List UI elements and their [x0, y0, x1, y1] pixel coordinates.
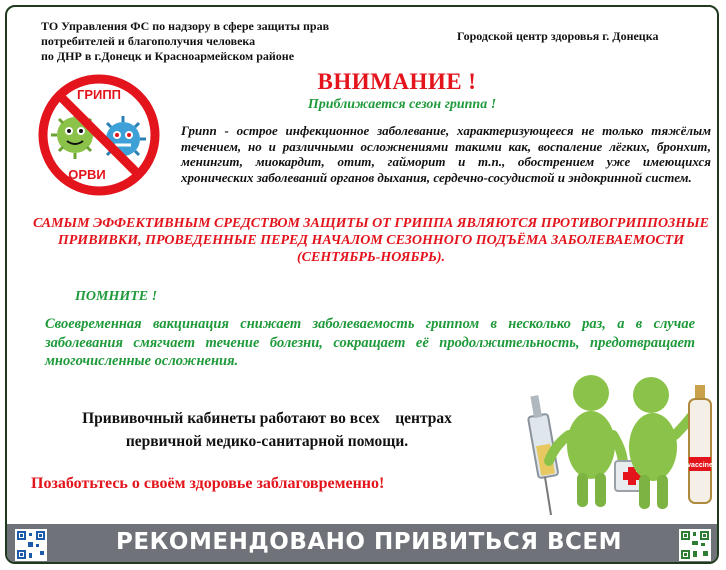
- qr-code-icon[interactable]: [15, 529, 47, 561]
- header-organization: [41, 19, 371, 64]
- no-flu-sign-icon: [35, 71, 163, 199]
- header-health-center: Городской центр здоровья г. Донецка: [457, 29, 659, 43]
- banner-text: РЕКОМЕНДОВАНО ПРИВИТЬСЯ ВСЕМ: [116, 529, 622, 555]
- cabinet-notice: [57, 407, 477, 453]
- header-line: ТО Управления ФС по надзору в сфере защиты прав: [41, 19, 330, 33]
- vaccine-illustration: [519, 365, 719, 525]
- page-title: ВНИМАНИЕ !: [317, 69, 477, 94]
- cabinet-line: Прививочный кабинеты работают во всех центрах: [82, 410, 452, 427]
- bottle-label: vaccine: [687, 462, 713, 469]
- sign-top-label: ГРИПП: [76, 87, 122, 102]
- sign-bottom-label: ОРВИ: [68, 167, 106, 182]
- intro-paragraph: Грипп - острое инфекционное заболевание, характеризующееся не только тяжёлым течением, но и различными осложнениями такими как, воспаление лёгких, бронхит, менингит, миокардит, отит, гайморит и т.п., обострением уже имеющихся хронических заболеваний органов дыхания, сердечно-сосудистой и эндокринной систем.: [181, 123, 711, 185]
- remember-heading: ПОМНИТЕ !: [75, 289, 158, 304]
- page-subtitle: Приближается сезон гриппа !: [307, 97, 497, 112]
- poster-frame: [5, 5, 719, 564]
- header-line: потребителей и благополучия человека: [41, 34, 256, 48]
- header-line: по ДНР в г.Донецк и Красноармейском районе: [41, 49, 295, 63]
- cabinet-line: первичной медико-санитарной помощи.: [125, 433, 409, 450]
- bottom-banner: [7, 524, 717, 564]
- qr-code-icon[interactable]: [679, 529, 711, 561]
- vaccine-bottle-icon: [687, 385, 713, 503]
- figure-icon: [549, 375, 623, 507]
- warning-paragraph: САМЫМ ЭФФЕКТИВНЫМ СРЕДСТВОМ ЗАЩИТЫ ОТ ГРИППА ЯВЛЯЮТСЯ ПРОТИВОГРИППОЗНЫЕ ПРИВИВКИ, ПРОВЕДЕННЫЕ ПЕРЕД НАЧАЛОМ СЕЗОННОГО ПОДЪЁМА ЗАБОЛЕВАЕМОСТИ (СЕНТЯБРЬ-НОЯБРЬ).: [32, 216, 710, 265]
- vaccination-paragraph: Своевременная вакцинация снижает заболеваемость гриппом в несколько раз, а в случае заболевания смягчает течение болезни, сокращает её продолжительность, предотвращает многочисленные осложнения.: [45, 316, 695, 369]
- care-slogan: Позаботьтесь о своём здоровье заблаговременно!: [31, 475, 385, 492]
